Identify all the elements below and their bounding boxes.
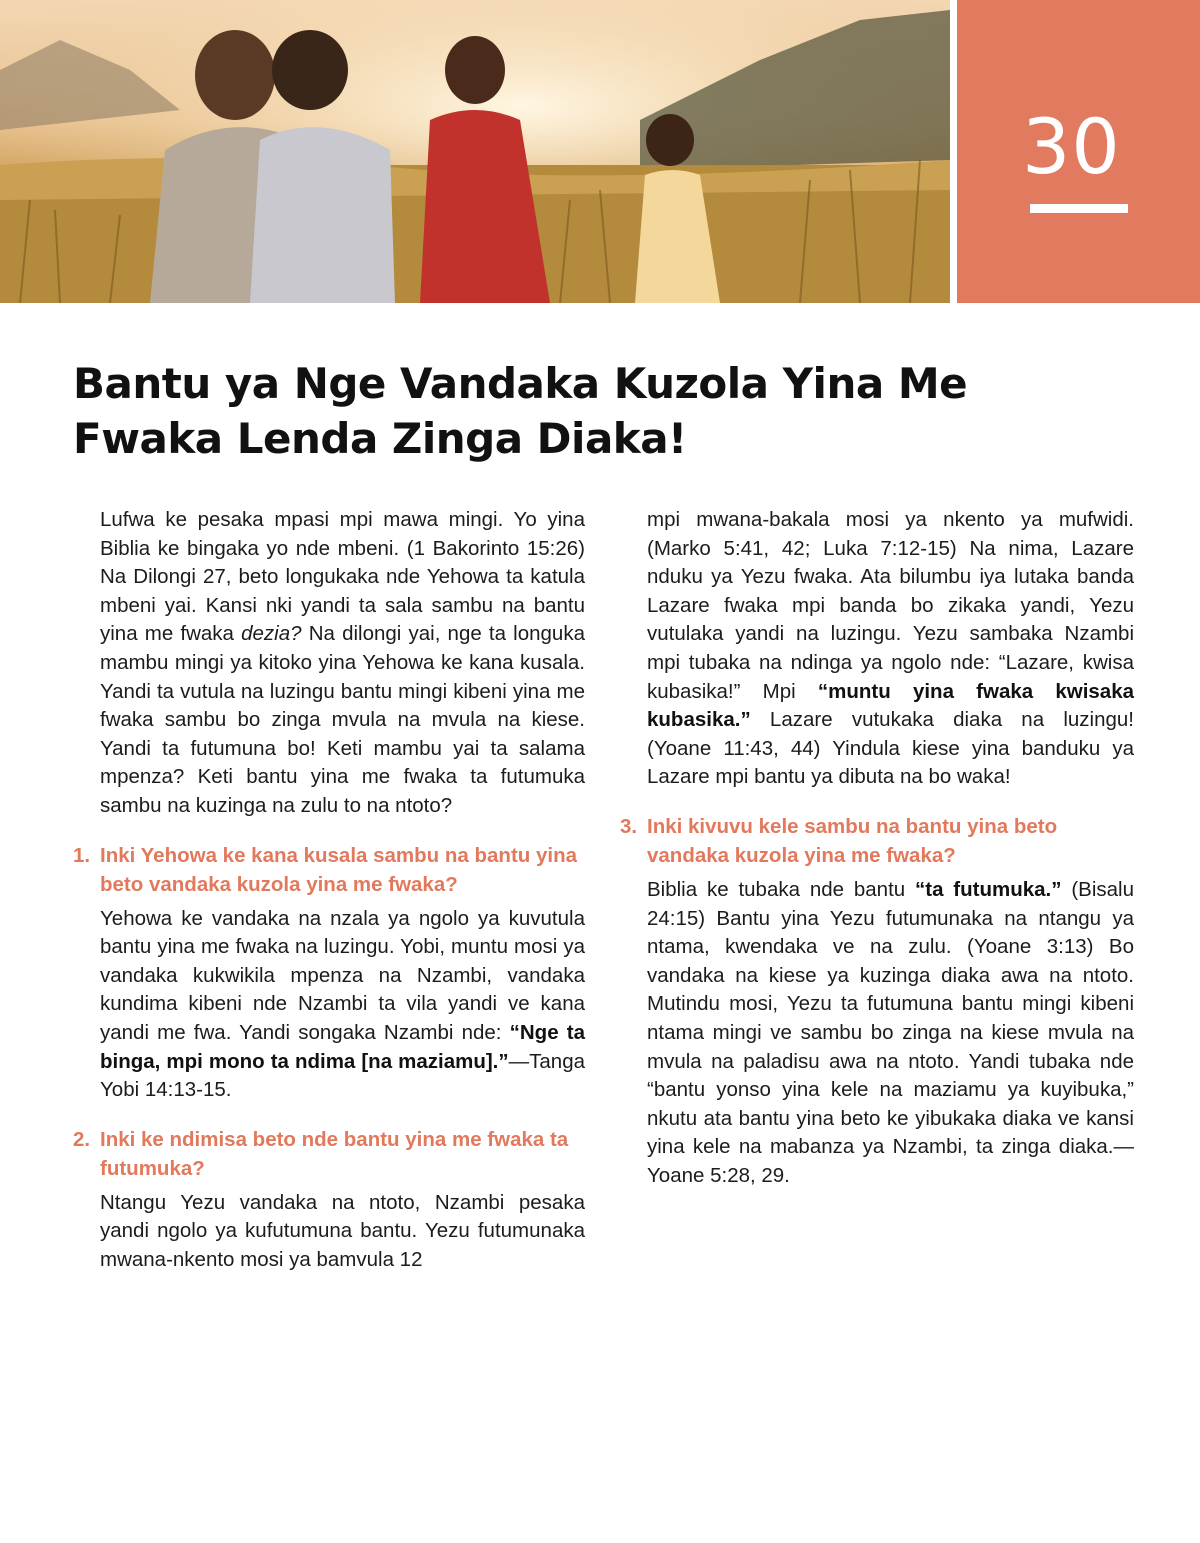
intro-paragraph [73, 506, 585, 821]
question-3-text: Inki kivuvu kele sambu na bantu yina beto vandaka kuzola yina me fwaka? [647, 814, 1058, 867]
answer-2-quote: “muntu yina fwaka kwisaka kubasika.” [647, 679, 1134, 732]
answer-1-quote: “Nge ta binga, mpi mono ta ndima [na maziamu].” [100, 1020, 585, 1073]
intro-emphasis: dezia? [241, 622, 302, 646]
answer-1-reference[interactable]: —Tanga Yobi 14:13-15. [100, 1049, 585, 1102]
answer-3-text-part2: (Bisalu 24:15) Bantu yina Yezu futumunaka na ntangu ya ntama, kwendaka ve na zulu. (Yoane 3:13) Bo vandaka na kiese ya kuzinga diaka awa na ntoto. Mutindu mosi, Yezu ta futumuna bantu mingi kibeni ntama mingi ve sambu bo zinga na kiese mvula na mvula na paladisu awa na ntoto. Yandi tubaka nde “bantu yonso yina kele na maziamu ya kuyibuka,” nkutu ata bantu yina beto ke yibukaka diaka ve kansi yina kele na mabanza ya Nzambi, ta zinga diaka.—Yoane 5:28, 29. [647, 877, 1135, 1187]
answer-2-text: Ntangu Yezu vandaka na ntoto, Nzambi pesaka yandi ngolo ya kufutumuna bantu. Yezu futumunaka mwana-nkento mosi ya bamvula 12 [100, 1190, 585, 1271]
answer-2-ending: Lazare vutukaka diaka na luzingu! (Yoane 11:43, 44) Yindula kiese yina banduku ya Lazare mpi bantu ya dibuta na bo waka! [647, 708, 1134, 789]
answer-2-continued: mpi mwana-bakala mosi ya nkento ya mufwidi. (Marko 5:41, 42; Luka 7:12-15) Na nima, Lazare nduku ya Yezu fwaka. Ata bilumbu iya lutaka banda Lazare fwaka mpi banda bo zikaka yandi, Yezu vutulaka yandi na luzingu. Yezu sambaka Nzambi mpi tubaka na ndinga ya ngolo nde: “Lazare, kwisa kubasika!” Mpi “muntu yina fwaka kwisaka kubasika.” Lazare vutukaka diaka na luzingu! (Yoane 11:43, 44) Yindula kiese yina banduku ya Lazare mpi bantu ya dibuta na bo waka! [647, 508, 1134, 789]
question-2-text: Inki ke ndimisa beto nde bantu yina me fwaka ta futumuka? [100, 1127, 569, 1180]
lesson-number-panel [957, 0, 1200, 303]
answer-2-start [73, 1189, 585, 1274]
question-1 [73, 841, 585, 899]
answer-3-quote: “ta futumuka.” [915, 877, 1062, 901]
question-1-text: Inki Yehowa ke kana kusala sambu na bantu yina beto vandaka kuzola yina me fwaka? [100, 843, 578, 896]
right-column [620, 506, 1134, 1190]
intro-text-part2: Na dilongi yai, nge ta longuka mambu mingi ya kitoko yina Yehowa ke kana kusala. Yandi ta vutula na luzingu bantu mingi kibeni yina me fwaka sambu bo zinga mvula na mvula na kiese. Yandi ta futumuna bo! Keti mambu yai ta salama mpenza? Keti bantu yina me fwaka ta futumuka sambu na kuzinga na zulu to na ntoto? [100, 622, 585, 817]
answer-3 [620, 876, 1134, 1191]
family-in-field-illustration [0, 0, 950, 303]
question-3 [620, 812, 1134, 870]
answer-1-text: Yehowa ke vandaka na nzala ya ngolo ya kuvutula bantu yina me fwaka na luzingu. Yobi, muntu mosi ya vandaka kukwikila mpenza na Nzambi, vandaka kundima kibeni nde Nzambi ta vila yandi ve kana yandi me fwa. Yandi songaka Nzambi nde: [100, 906, 585, 1044]
hero-photo [0, 0, 950, 303]
question-2-number: 2. [73, 1127, 91, 1151]
question-1-number: 1. [73, 843, 91, 867]
page-title: Bantu ya Nge Vandaka Kuzola Yina Me Fwaka Lenda Zinga Diaka! [73, 359, 968, 463]
question-2 [73, 1125, 585, 1183]
intro-text-part1: Lufwa ke pesaka mpasi mpi mawa mingi. Yo yina Biblia ke bingaka yo nde mbeni. (1 Bakorinto 15:26) Na Dilongi 27, beto longukaka nde Yehowa ta katula mbeni yai. Kansi nki yandi ta sala sambu na bantu yina me fwaka [100, 508, 585, 646]
answer-1 [73, 905, 585, 1105]
lesson-number: 30 [1022, 102, 1121, 191]
question-3-number: 3. [620, 814, 638, 838]
answer-3-text-part1: Biblia ke tubaka nde bantu [647, 877, 915, 901]
left-column [73, 506, 585, 1274]
lesson-number-underline [1030, 204, 1128, 213]
